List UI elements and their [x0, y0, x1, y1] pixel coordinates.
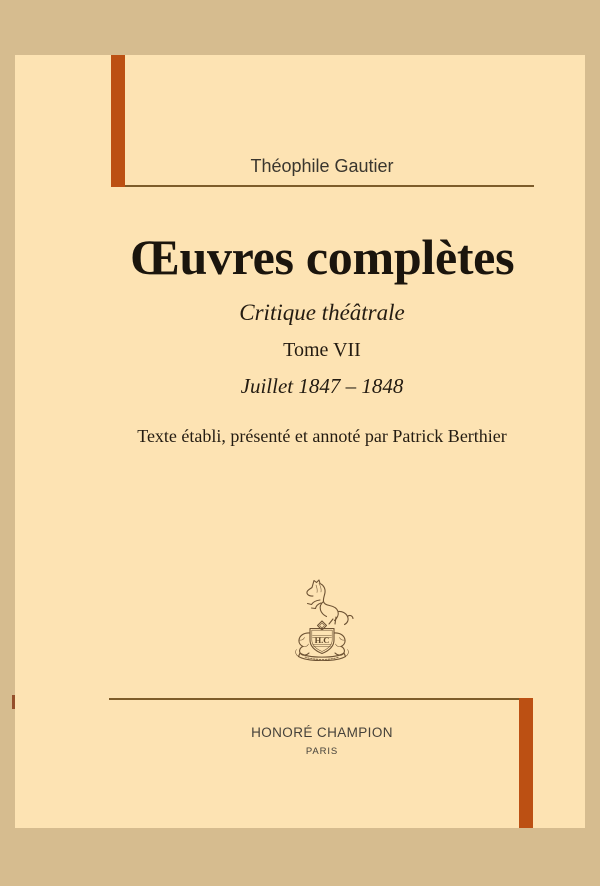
- author-name: Théophile Gautier: [250, 156, 394, 176]
- volume-label: Tome VII: [283, 339, 361, 361]
- editor-credit: Texte établi, présenté et annoté par Patrick Berthier: [137, 426, 507, 446]
- emblem-monogram: H.C: [314, 635, 330, 645]
- scan-artifact-mark: [12, 695, 15, 709]
- banner-ribbon: [296, 650, 349, 661]
- horse-icon: [307, 580, 353, 625]
- book-title: Œuvres complètes: [129, 229, 515, 285]
- mantling-scrolls: [299, 633, 310, 655]
- date-range: Juillet 1847 – 1848: [240, 374, 404, 398]
- footer-rule: [109, 698, 533, 700]
- header-rule: [111, 185, 534, 187]
- publisher-city: PARIS: [305, 746, 339, 757]
- shield-icon: [310, 629, 334, 654]
- publisher-name: HONORÉ CHAMPION: [251, 725, 393, 740]
- accent-bar-bottom-right: [519, 698, 533, 828]
- book-subtitle: Critique théâtrale: [239, 300, 405, 325]
- rearing-horse-crest-icon: [283, 577, 361, 661]
